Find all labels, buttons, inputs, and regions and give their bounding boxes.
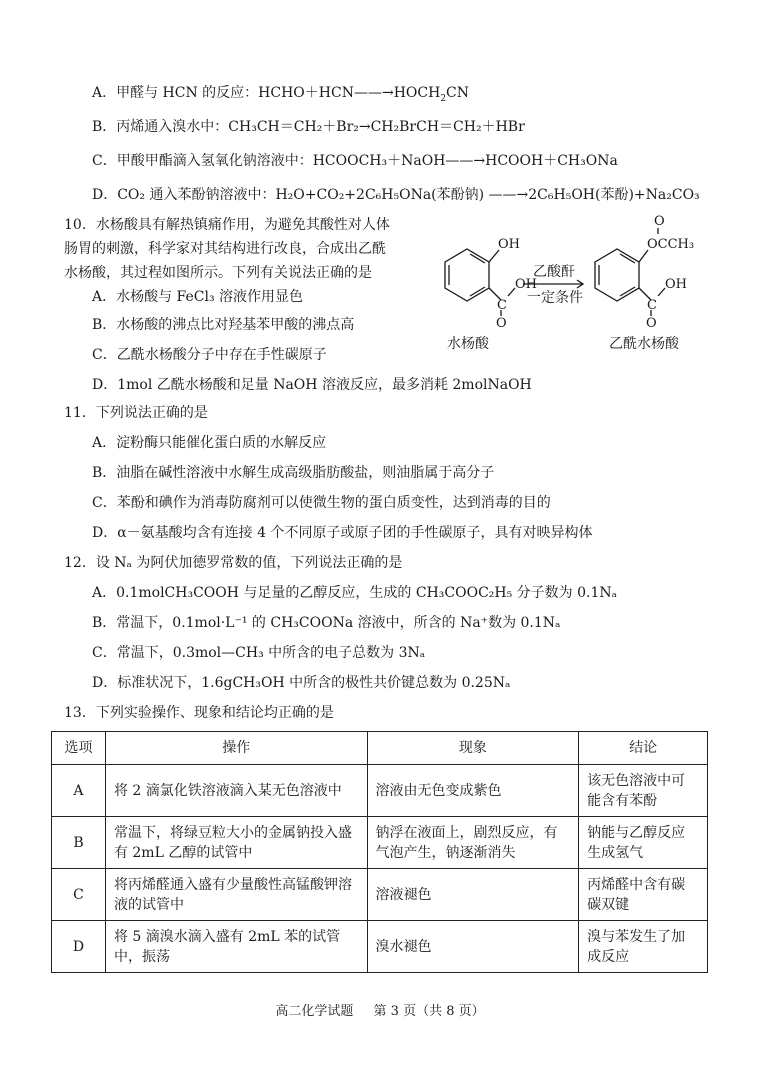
footer-page-number: 第 3 页（共 8 页） xyxy=(373,1004,485,1019)
aspirin-acetoxy-label: OCCH₃ xyxy=(647,237,695,252)
table-header-row xyxy=(52,732,708,765)
q10-option-c: C．乙酰水杨酸分子中存在手性碳原子 xyxy=(92,347,327,363)
q10-option-d: D．1mol 乙酰水杨酸和足量 NaOH 溶液反应，最多消耗 2molNaOH xyxy=(92,377,532,393)
table-row xyxy=(52,765,708,817)
reaction-scheme-svg xyxy=(415,212,715,362)
header-operation: 操作 xyxy=(105,732,367,765)
page-footer xyxy=(0,1000,760,1019)
q9-option-b: B．丙烯通入溴水中：CH₃CH＝CH₂＋Br₂→CH₂BrCH＝CH₂＋HBr xyxy=(92,119,525,135)
row-d-option: D xyxy=(52,921,106,973)
row-d-phenomenon: 溴水褪色 xyxy=(367,921,579,973)
q11-stem: 11．下列说法正确的是 xyxy=(64,405,208,421)
row-d-conclusion: 溴与苯发生了加成反应 xyxy=(579,921,708,973)
q12-option-b: B．常温下，0.1mol·L⁻¹ 的 CH₃COONa 溶液中，所含的 Na⁺数为 0.1Nₐ xyxy=(92,615,561,631)
row-b-phenomenon: 钠浮在液面上，剧烈反应，有气泡产生，钠逐渐消失 xyxy=(367,817,579,869)
row-c-operation: 将丙烯醛通入盛有少量酸性高锰酸钾溶液的试管中 xyxy=(105,869,367,921)
q11-option-d: D．α－氨基酸均含有连接 4 个不同原子或原子团的手性碳原子，具有对映异构体 xyxy=(92,525,593,541)
reaction-scheme-figure xyxy=(415,212,715,362)
aspirin-carbonyl-o-label: O xyxy=(646,316,657,331)
row-b-operation: 常温下，将绿豆粒大小的金属钠投入盛有 2mL 乙醇的试管中 xyxy=(105,817,367,869)
product-name: 乙酰水杨酸 xyxy=(609,337,679,352)
salicylic-carbonyl-o-label: O xyxy=(496,316,507,331)
q9-option-a: A．甲醛与 HCN 的反应：$HCHO+HCN——\to HOCH_2CN$ xyxy=(92,85,470,104)
table-row xyxy=(52,869,708,921)
header-conclusion: 结论 xyxy=(579,732,708,765)
row-a-option: A xyxy=(52,765,106,817)
q10-stem-line2: 肠胃的刺激，科学家对其结构进行改良，合成出乙酰 xyxy=(64,241,386,257)
q10-stem-line3: 水杨酸，其过程如图所示。下列有关说法正确的是 xyxy=(64,265,372,281)
row-a-phenomenon: 溶液由无色变成紫色 xyxy=(367,765,579,817)
table-row xyxy=(52,817,708,869)
row-d-operation: 将 5 滴溴水滴入盛有 2mL 苯的试管中，振荡 xyxy=(105,921,367,973)
reactant-name: 水杨酸 xyxy=(447,337,489,352)
salicylic-oh-label: OH xyxy=(498,237,520,252)
aspirin-carbon-label: C xyxy=(647,298,657,313)
row-b-conclusion: 钠能与乙醇反应生成氢气 xyxy=(579,817,708,869)
q10-option-a: A．水杨酸与 FeCl₃ 溶液作用显色 xyxy=(92,289,304,305)
q10-stem-line1: 10．水杨酸具有解热镇痛作用，为避免其酸性对人体 xyxy=(64,217,390,233)
condition-label: 一定条件 xyxy=(527,291,583,306)
aspirin-ester-o-label: O xyxy=(654,214,665,229)
q12-stem: 12．设 Nₐ 为阿伏加德罗常数的值，下列说法正确的是 xyxy=(64,555,403,571)
salicylic-cooh-oh-label: OH xyxy=(515,277,537,292)
header-phenomenon: 现象 xyxy=(367,732,579,765)
row-c-option: C xyxy=(52,869,106,921)
experiment-table xyxy=(51,731,708,973)
q12-option-d: D．标准状况下，1.6gCH₃OH 中所含的极性共价键总数为 0.25Nₐ xyxy=(92,675,511,691)
table-row xyxy=(52,921,708,973)
footer-subject: 高二化学试题 xyxy=(275,1004,354,1019)
q9-option-d: D．CO₂ 通入苯酚钠溶液中：H₂O+CO₂+2C₆H₅ONa(苯酚钠) ——→2C₆H₅OH(苯酚)+Na₂CO₃ xyxy=(92,187,700,203)
row-a-conclusion: 该无色溶液中可能含有苯酚 xyxy=(579,765,708,817)
q11-option-c: C．苯酚和碘作为消毒防腐剂可以使微生物的蛋白质变性，达到消毒的目的 xyxy=(92,495,551,511)
row-c-phenomenon: 溶液褪色 xyxy=(367,869,579,921)
row-c-conclusion: 丙烯醛中含有碳碳双键 xyxy=(579,869,708,921)
row-b-option: B xyxy=(52,817,106,869)
q11-option-b: B．油脂在碱性溶液中水解生成高级脂肪酸盐，则油脂属于高分子 xyxy=(92,465,495,481)
aspirin-cooh-oh-label: OH xyxy=(665,277,687,292)
row-a-operation: 将 2 滴氯化铁溶液滴入某无色溶液中 xyxy=(105,765,367,817)
q12-option-a: A．0.1molCH₃COOH 与足量的乙醇反应，生成的 CH₃COOC₂H₅ 分子数为 0.1Nₐ xyxy=(92,585,618,601)
q11-option-a: A．淀粉酶只能催化蛋白质的水解反应 xyxy=(92,435,327,451)
q12-option-c: C．常温下，0.3mol—CH₃ 中所含的电子总数为 3Nₐ xyxy=(92,645,426,661)
header-option: 选项 xyxy=(52,732,106,765)
q10-option-b: B．水杨酸的沸点比对羟基苯甲酸的沸点高 xyxy=(92,317,355,333)
reagent-label: 乙酸酐 xyxy=(533,265,575,280)
q13-stem: 13．下列实验操作、现象和结论均正确的是 xyxy=(64,705,334,721)
salicylic-carbon-label: C xyxy=(497,298,507,313)
q9-option-c: C．甲酸甲酯滴入氢氧化钠溶液中：HCOOCH₃＋NaOH——→HCOOH＋CH₃ONa xyxy=(92,153,618,169)
